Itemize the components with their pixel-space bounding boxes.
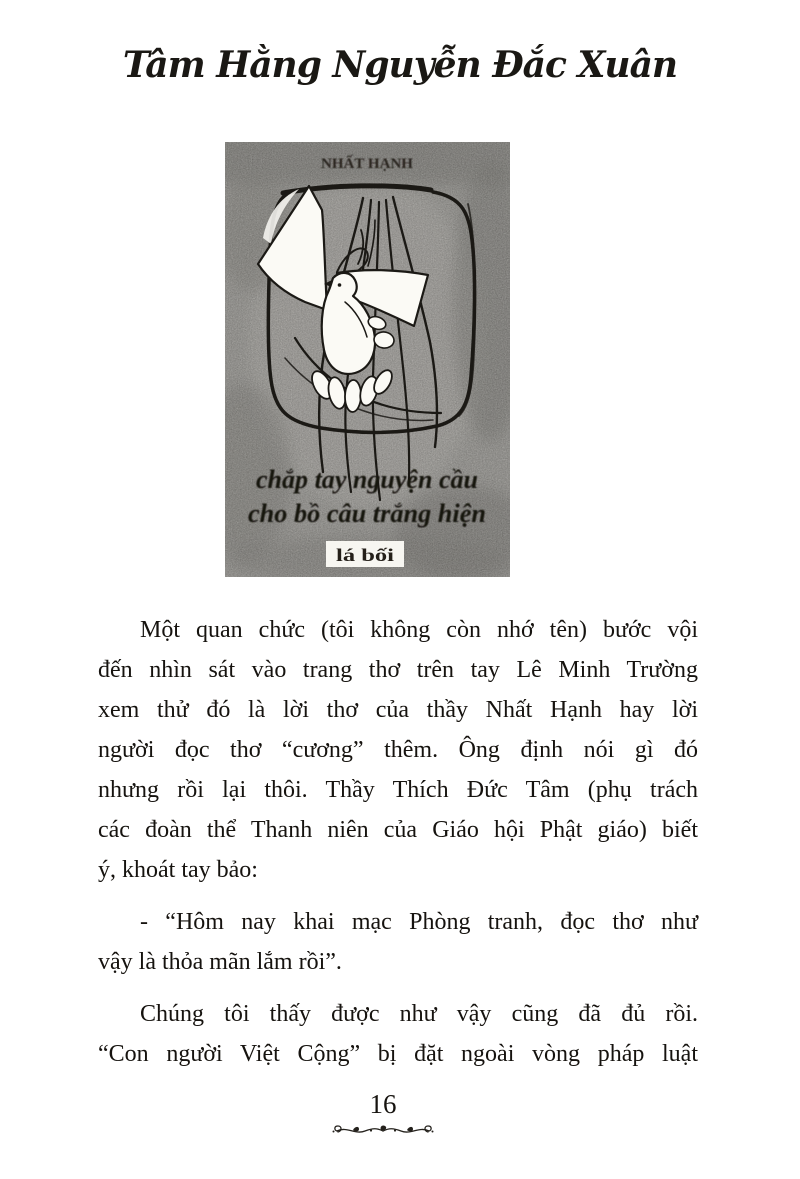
body-line: Chúng tôi thấy được như vậy cũng đã đủ rồi. <box>140 1001 698 1027</box>
cover-title-line2: cho bồ câu trắng hiện <box>248 499 486 528</box>
body-line: vậy là thỏa mãn lắm rồi”. <box>98 949 342 975</box>
body-line: các đoàn thể Thanh niên của Giáo hội Phật giáo) biết <box>98 817 698 843</box>
paragraph <box>98 610 698 890</box>
body-line: ý, khoát tay bảo: <box>98 857 258 883</box>
page-number: 16 <box>369 1089 397 1119</box>
body-text <box>98 610 698 1074</box>
flourish-ornament-icon <box>331 1122 435 1139</box>
paragraph <box>98 994 698 1074</box>
body-line: người đọc thơ “cương” thêm. Ông định nói gì đó <box>98 737 698 763</box>
body-line: “Con người Việt Cộng” bị đặt ngoài vòng pháp luật <box>98 1041 698 1067</box>
running-header-author: Tâm Hằng Nguyễn Đắc Xuân <box>122 44 678 86</box>
body-line: đến nhìn sát vào trang thơ trên tay Lê Minh Trường <box>98 657 698 683</box>
body-line: - “Hôm nay khai mạc Phòng tranh, đọc thơ như <box>140 909 698 935</box>
cover-author-text: NHẤT HẠNH <box>321 156 413 172</box>
book-cover-image <box>225 142 510 577</box>
body-line: nhưng rồi lại thôi. Thầy Thích Đức Tâm (phụ trách <box>98 777 698 803</box>
book-cover-illustration <box>225 142 510 577</box>
paragraph <box>98 902 698 982</box>
page-footer <box>0 1086 766 1139</box>
publisher-label <box>326 541 404 567</box>
cover-title-line1: chắp tay nguyện cầu <box>256 465 478 494</box>
body-line: Một quan chức (tôi không còn nhớ tên) bước vội <box>140 617 698 643</box>
body-line: xem thử đó là lời thơ của thầy Nhất Hạnh hay lời <box>98 697 698 723</box>
publisher-text: lá bối <box>336 545 394 565</box>
